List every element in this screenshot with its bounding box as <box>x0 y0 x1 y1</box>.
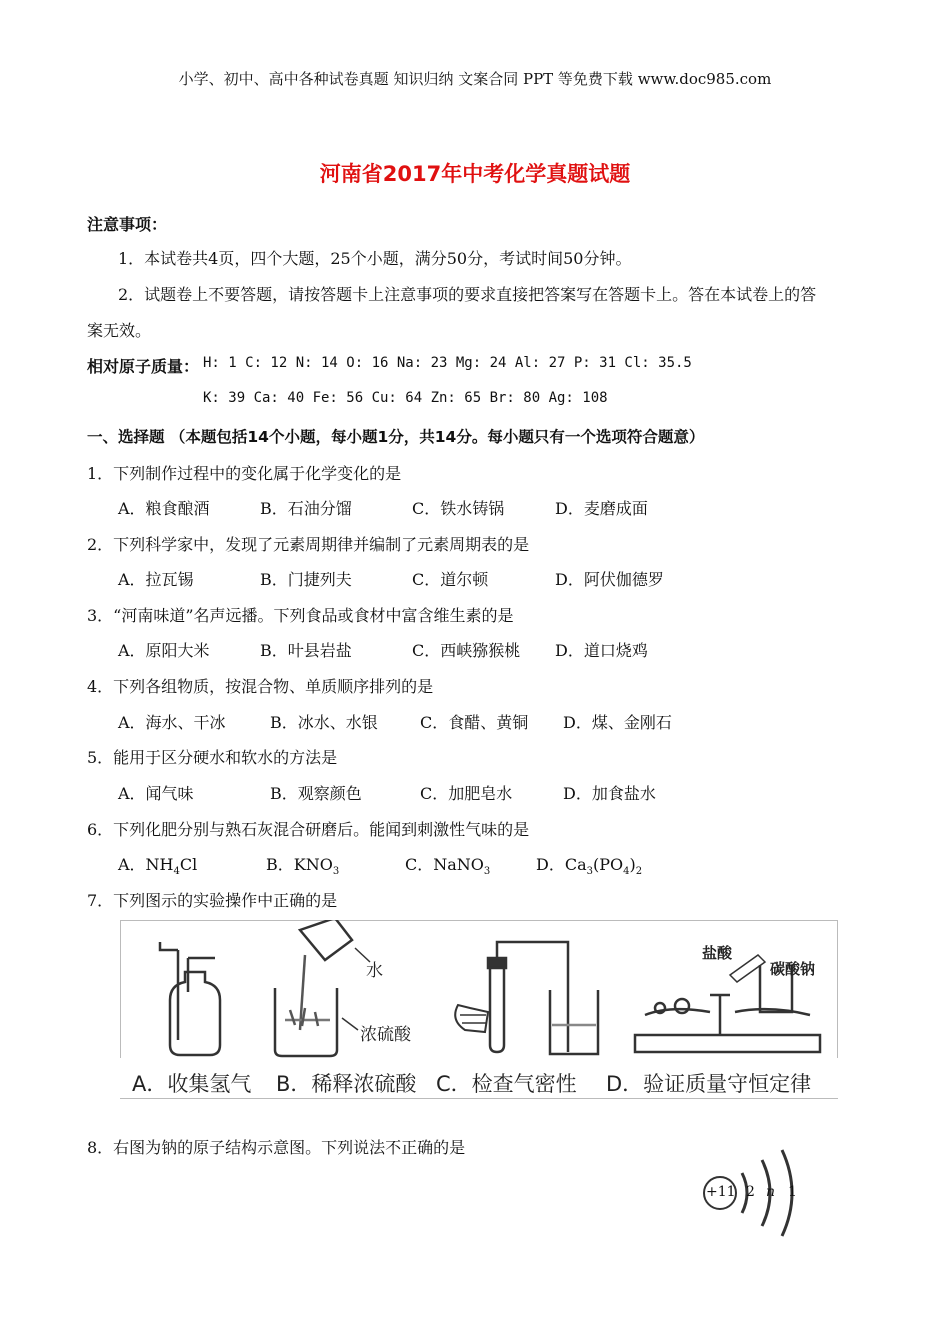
nucleus-charge: +11 <box>706 1184 736 1200</box>
q3-option-b: B．叶县岩盐 <box>260 641 352 660</box>
caption-d: D．验证质量守恒定律 <box>606 1072 812 1096</box>
label-sodium-carbonate: 碳酸钠 <box>770 960 816 978</box>
sodium-atom-diagram <box>700 1148 810 1238</box>
q4-option-c: C．食醋、黄铜 <box>420 713 529 732</box>
label-water: 水 <box>366 961 383 981</box>
label-sulfuric-acid: 浓硫酸 <box>360 1025 411 1045</box>
q5-option-c: C．加肥皂水 <box>420 784 513 803</box>
question-3-stem: 3．“河南味道”名声远播。下列食品或食材中富含维生素的是 <box>87 606 514 625</box>
question-5-stem: 5．能用于区分硬水和软水的方法是 <box>87 748 338 767</box>
q5-option-a: A．闻气味 <box>118 784 194 803</box>
label-hydrochloric-acid: 盐酸 <box>702 944 733 962</box>
atomic-mass-line-1: H: 1 C: 12 N: 14 O: 16 Na: 23 Mg: 24 Al: 27 P: 31 Cl: 35.5 <box>203 355 692 371</box>
question-6-stem: 6．下列化肥分别与熟石灰混合研磨后。能闻到刺激性气味的是 <box>87 820 530 839</box>
shell-2-count: n <box>766 1184 776 1200</box>
q2-option-a: A．拉瓦锡 <box>118 570 194 589</box>
caption-b: B．稀释浓硫酸 <box>276 1072 417 1096</box>
question-7-stem: 7．下列图示的实验操作中正确的是 <box>87 891 338 910</box>
page-header: 小学、初中、高中各种试卷真题 知识归纳 文案合同 PPT 等免费下载 www.doc985.com <box>178 70 772 88</box>
page-title: 河南省2017年中考化学真题试题 <box>319 162 631 186</box>
q5-option-b: B．观察颜色 <box>270 784 362 803</box>
q4-option-b: B．冰水、水银 <box>270 713 378 732</box>
question-2-stem: 2．下列科学家中，发现了元素周期律并编制了元素周期表的是 <box>87 535 530 554</box>
balance-icon <box>635 1035 820 1052</box>
q2-option-b: B．门捷列夫 <box>260 570 352 589</box>
atomic-mass-line-2: K: 39 Ca: 40 Fe: 56 Cu: 64 Zn: 65 Br: 80 Ag: 108 <box>203 390 608 406</box>
q7-figure <box>120 920 838 1098</box>
q1-option-c: C．铁水铸锅 <box>412 499 505 518</box>
notice-item-2-cont: 案无效。 <box>87 321 152 340</box>
q1-option-b: B．石油分馏 <box>260 499 352 518</box>
q6-option-a: A．$NH_4Cl$ <box>118 855 198 878</box>
caption-a: A．收集氢气 <box>132 1072 252 1096</box>
beaker-icon <box>275 988 337 1056</box>
section-heading: 一、选择题 （本题包括14个小题，每小题1分，共14分。每小题只有一个选项符合题意） <box>87 428 705 446</box>
q1-option-d: D．麦磨成面 <box>555 499 648 518</box>
question-1-stem: 1．下列制作过程中的变化属于化学变化的是 <box>87 464 402 483</box>
q3-option-d: D．道口烧鸡 <box>555 641 648 660</box>
q4-option-d: D．煤、金刚石 <box>563 713 672 732</box>
caption-c: C．检查气密性 <box>436 1072 577 1096</box>
q7-apparatus-drawings <box>120 920 838 1060</box>
q2-option-c: C．道尔顿 <box>412 570 489 589</box>
pouring-cup-icon <box>300 920 352 960</box>
q6-option-d: D．$Ca_3(PO_4)_2$ <box>536 855 643 878</box>
notice-item-1: 1．本试卷共4页，四个大题，25个小题，满分50分，考试时间50分钟。 <box>118 249 632 268</box>
shell-1-count: 2 <box>746 1184 755 1200</box>
q1-option-a: A．粮食酿酒 <box>118 499 210 518</box>
notice-heading: 注意事项： <box>87 215 168 234</box>
q3-option-a: A．原阳大米 <box>118 641 210 660</box>
water-beaker-icon <box>550 990 598 1054</box>
question-4-stem: 4．下列各组物质，按混合物、单质顺序排列的是 <box>87 677 434 696</box>
q4-option-a: A．海水、干冰 <box>118 713 226 732</box>
q3-option-c: C．西峡猕猴桃 <box>412 641 521 660</box>
q6-option-c: C．NaNO$_3$ <box>405 855 491 878</box>
q6-option-b: B．$KNO_3$ <box>266 855 340 878</box>
notice-item-2: 2．试题卷上不要答题，请按答题卡上注意事项的要求直接把答案写在答题卡上。答在本试卷上的答 <box>118 285 817 304</box>
test-tube-icon <box>490 962 504 1052</box>
q2-option-d: D．阿伏伽德罗 <box>555 570 664 589</box>
hand-icon <box>455 1005 488 1032</box>
shell-3-count: 1 <box>788 1184 797 1200</box>
q5-option-d: D．加食盐水 <box>563 784 656 803</box>
atomic-mass-label: 相对原子质量： <box>87 357 200 376</box>
question-8-stem: 8．右图为钠的原子结构示意图。下列说法不正确的是 <box>87 1138 466 1157</box>
